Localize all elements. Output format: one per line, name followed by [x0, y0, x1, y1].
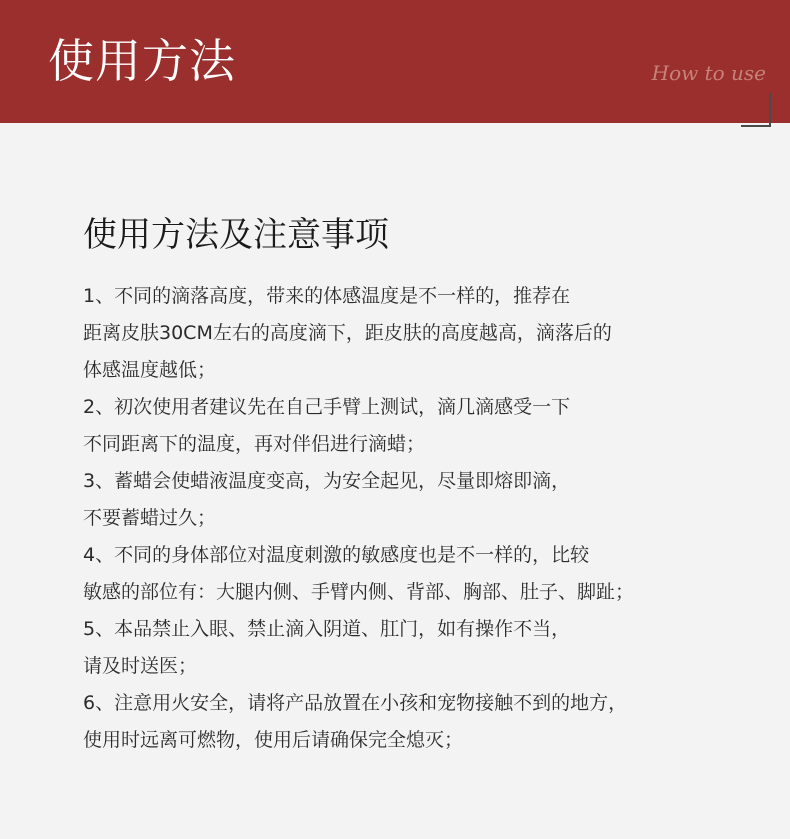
instruction-line-6: 3、蓄蜡会使蜡液温度变高，为安全起见，尽量即熔即滴， — [83, 470, 571, 492]
instruction-line-7: 不要蓄蜡过久； — [83, 507, 217, 529]
instructions-list — [83, 278, 773, 759]
instruction-line-10: 5、本品禁止入眼、禁止滴入阴道、肛门，如有操作不当， — [83, 618, 571, 640]
instruction-line-12: 6、注意用火安全，请将产品放置在小孩和宠物接触不到的地方， — [83, 692, 628, 714]
instruction-line-9: 敏感的部位有：大腿内侧、手臂内侧、背部、胸部、肚子、脚趾； — [83, 581, 635, 603]
instructions-section — [83, 209, 773, 759]
page-subtitle: How to use — [651, 61, 766, 85]
instruction-line-5: 不同距离下的温度，再对伴侣进行滴蜡； — [83, 433, 426, 455]
instruction-line-2: 距离皮肤30CM左右的高度滴下，距皮肤的高度越高，滴落后的 — [83, 322, 612, 344]
header-banner — [0, 0, 790, 123]
instruction-line-1: 1、不同的滴落高度，带来的体感温度是不一样的，推荐在 — [83, 285, 571, 307]
instruction-line-3: 体感温度越低； — [83, 359, 217, 381]
instruction-line-11: 请及时送医； — [83, 655, 198, 677]
corner-decoration — [741, 93, 771, 127]
instruction-line-13: 使用时远离可燃物，使用后请确保完全熄灭； — [83, 729, 464, 751]
instruction-line-8: 4、不同的身体部位对温度刺激的敏感度也是不一样的，比较 — [83, 544, 590, 566]
page-title: 使用方法 — [48, 34, 236, 88]
section-title: 使用方法及注意事项 — [83, 215, 389, 255]
instruction-line-4: 2、初次使用者建议先在自己手臂上测试，滴几滴感受一下 — [83, 396, 571, 418]
